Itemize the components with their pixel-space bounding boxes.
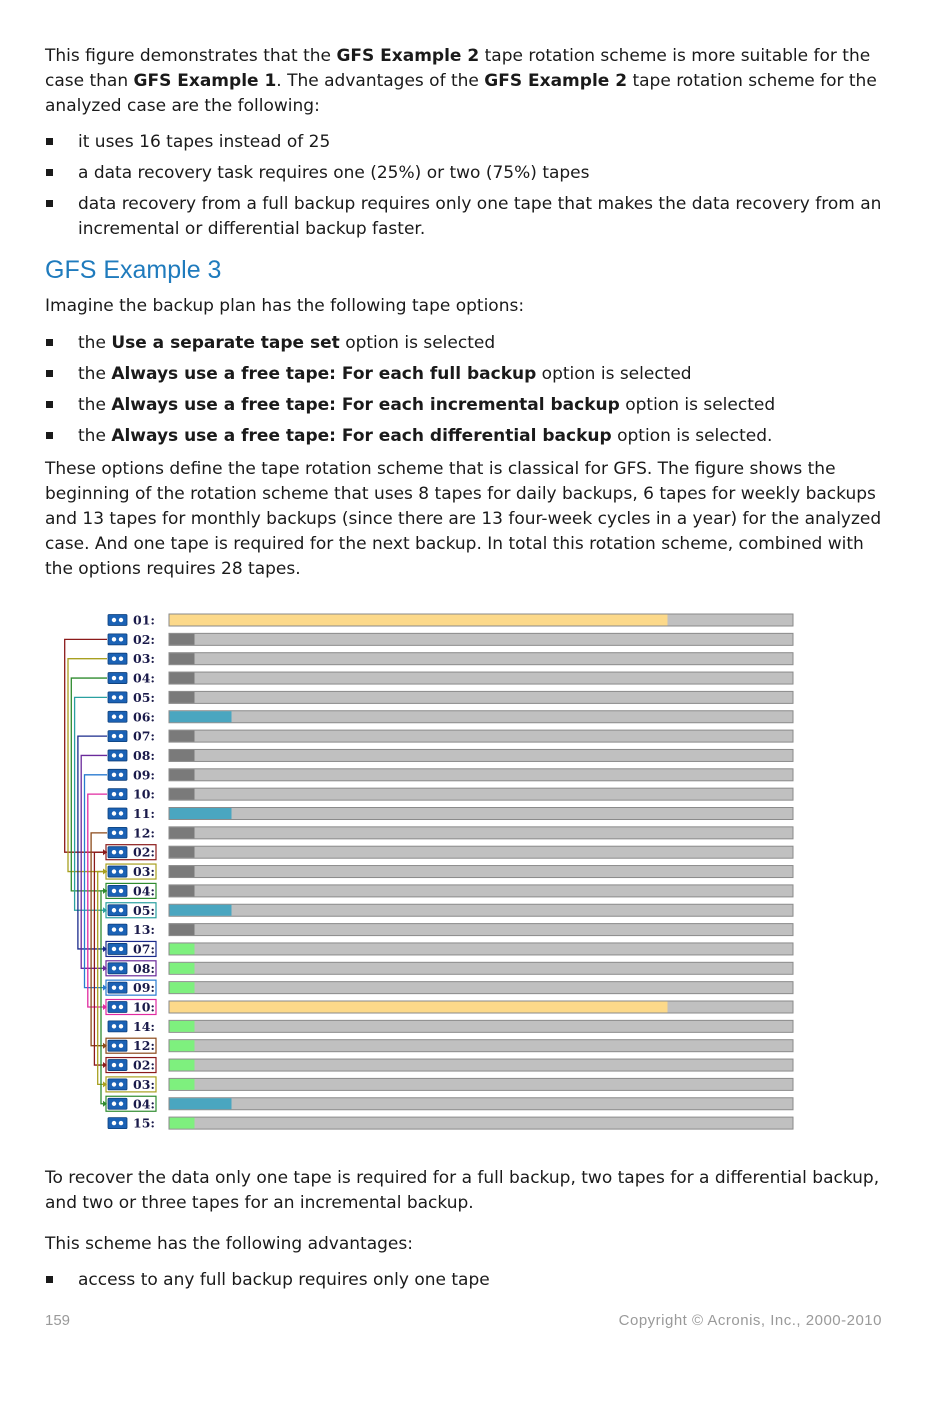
tape-icon [108, 673, 127, 684]
tape-track [169, 788, 793, 800]
tape-track [169, 962, 793, 974]
tape-reel-icon [119, 753, 123, 757]
tape-label: 09: [133, 980, 156, 996]
tape-reel-icon [119, 773, 123, 777]
tape-icon [108, 653, 127, 664]
tape-fill [170, 673, 195, 684]
tape-icon [108, 615, 127, 626]
tape-track [169, 1059, 793, 1071]
tape-track [169, 1040, 793, 1052]
options-intro: Imagine the backup plan has the following tape options: [45, 296, 525, 316]
tape-icon [108, 924, 127, 935]
tape-reel-icon [112, 927, 116, 931]
bold-gfs-example-2: GFS Example 2 [336, 46, 480, 66]
tape-reel-icon [119, 1005, 123, 1009]
tape-track [169, 808, 793, 820]
tape-icon [108, 1098, 127, 1109]
tape-fill [170, 634, 195, 645]
tape-icon [108, 1021, 127, 1032]
tape-icon [108, 982, 127, 993]
tape-fill [170, 963, 195, 974]
tape-icon [108, 827, 127, 838]
tape-label: 02: [133, 631, 156, 647]
tape-icon [108, 808, 127, 819]
tape-fill [170, 769, 195, 780]
tape-label: 11: [133, 806, 156, 821]
tape-track [169, 633, 793, 645]
tape-label: 08: [133, 960, 156, 976]
list-item: the Always use a free tape: For each incremental backup option is selected [45, 393, 885, 418]
tape-icon [108, 769, 127, 780]
tape-fill [170, 731, 195, 742]
tape-fill [170, 866, 195, 877]
link-line [71, 678, 107, 891]
tape-reel-icon [119, 695, 123, 699]
tape-track [169, 749, 793, 761]
tape-reel-icon [119, 657, 123, 661]
tape-fill [170, 943, 195, 954]
tape-track [169, 1020, 793, 1032]
tape-icon [108, 1079, 127, 1090]
tape-reel-icon [119, 1121, 123, 1125]
tape-reel-icon [112, 850, 116, 854]
tape-track [169, 982, 793, 994]
tape-icon [108, 634, 127, 645]
tape-reel-icon [119, 850, 123, 854]
tape-reel-icon [112, 753, 116, 757]
tape-reel-icon [119, 715, 123, 719]
tape-fill [170, 711, 232, 722]
advantages-list-2 [45, 1268, 885, 1293]
tape-icon [108, 905, 127, 916]
tape-track [169, 1098, 793, 1110]
list-item: the Always use a free tape: For each full backup option is selected [45, 362, 885, 387]
page-number: 159 [45, 1312, 71, 1329]
tape-fill [170, 847, 195, 858]
tape-reel-icon [112, 695, 116, 699]
tape-fill [170, 1079, 195, 1090]
tape-label: 12: [133, 1038, 156, 1054]
list-item: the Use a separate tape set option is selected [45, 331, 885, 356]
tape-reel-icon [112, 773, 116, 777]
copyright-notice: Copyright © Acronis, Inc., 2000-2010 [618, 1312, 882, 1329]
advantages-list [45, 130, 885, 242]
tape-track [169, 904, 793, 916]
tape-reel-icon [119, 889, 123, 893]
tape-fill [170, 653, 195, 664]
tape-label: 04: [133, 1096, 156, 1112]
tape-reel-icon [119, 947, 123, 951]
tape-track [169, 653, 793, 665]
list-item: a data recovery task requires one (25%) or two (75%) tapes [45, 161, 885, 186]
bold-gfs-example-2-again: GFS Example 2 [484, 71, 628, 91]
tape-fill [170, 1021, 195, 1032]
tape-track [169, 691, 793, 703]
tape-track [169, 769, 793, 781]
tape-reel-icon [112, 715, 116, 719]
tape-label: 10: [133, 999, 156, 1015]
list-item: it uses 16 tapes instead of 25 [45, 130, 885, 155]
tape-reel-icon [112, 1005, 116, 1009]
tape-label: 01: [133, 612, 156, 628]
tape-rotation-figure [45, 608, 885, 1138]
tape-track [169, 866, 793, 878]
tape-fill [170, 885, 195, 896]
tape-reel-icon [119, 637, 123, 641]
tape-label: 15: [133, 1115, 156, 1131]
tape-fill [170, 692, 195, 703]
tape-fill [170, 1040, 195, 1051]
tape-label: 12: [133, 825, 156, 841]
tape-reel-icon [119, 908, 123, 912]
tape-reel-icon [112, 889, 116, 893]
tape-reel-icon [119, 811, 123, 815]
tape-label: 02: [133, 1057, 156, 1073]
tape-label: 09: [133, 767, 156, 783]
tape-reel-icon [112, 618, 116, 622]
tape-label: 08: [133, 747, 156, 763]
tape-reel-icon [112, 1024, 116, 1028]
tape-label: 05: [133, 689, 156, 705]
tape-label: 07: [133, 941, 156, 957]
tape-reel-icon [119, 831, 123, 835]
tape-icon [108, 963, 127, 974]
tape-reel-icon [112, 1082, 116, 1086]
tape-icon [108, 731, 127, 742]
tape-reel-icon [112, 947, 116, 951]
tape-icon [108, 1118, 127, 1129]
tape-fill [170, 1118, 195, 1129]
tape-reel-icon [112, 908, 116, 912]
tape-fill [170, 905, 232, 916]
tape-track [169, 924, 793, 936]
tape-label: 04: [133, 883, 156, 899]
tape-label: 13: [133, 922, 156, 938]
bold-gfs-example-1: GFS Example 1 [133, 71, 277, 91]
tape-options-list [45, 331, 885, 449]
tape-reel-icon [112, 676, 116, 680]
tape-fill [170, 1060, 195, 1071]
tape-reel-icon [112, 1063, 116, 1067]
tape-reel-icon [119, 869, 123, 873]
tape-icon [108, 943, 127, 954]
advantages-intro: This scheme has the following advantages: [45, 1234, 413, 1254]
section-heading: GFS Example 3 [45, 256, 222, 284]
tape-reel-icon [119, 985, 123, 989]
tape-icon [108, 692, 127, 703]
list-item: data recovery from a full backup requires only one tape that makes the data recovery from an incremental or differential backup faster. [45, 192, 885, 242]
tape-label: 03: [133, 864, 156, 880]
tape-reel-icon [112, 869, 116, 873]
tape-fill [170, 789, 195, 800]
tape-reel-icon [112, 966, 116, 970]
tape-fill [170, 615, 668, 626]
tape-track [169, 943, 793, 955]
tape-icon [108, 750, 127, 761]
tape-track [169, 846, 793, 858]
tape-fill [170, 982, 195, 993]
tape-icon [108, 847, 127, 858]
tape-reel-icon [119, 927, 123, 931]
tape-reel-icon [112, 811, 116, 815]
tape-reel-icon [112, 985, 116, 989]
tape-reel-icon [119, 966, 123, 970]
tape-rotation-diagram [45, 608, 885, 1138]
tape-reel-icon [119, 1082, 123, 1086]
tape-track [169, 672, 793, 684]
tape-fill [170, 808, 232, 819]
tape-reel-icon [112, 734, 116, 738]
tape-reel-icon [119, 1024, 123, 1028]
recovery-paragraph: To recover the data only one tape is required for a full backup, two tapes for a differential backup, and two or three tapes for an incremental backup. [45, 1168, 880, 1213]
tape-reel-icon [119, 792, 123, 796]
tape-icon [108, 1040, 127, 1051]
tape-reel-icon [112, 792, 116, 796]
tape-label: 04: [133, 670, 156, 686]
tape-label: 07: [133, 728, 156, 744]
tape-track [169, 730, 793, 742]
tape-reel-icon [112, 637, 116, 641]
list-item: access to any full backup requires only one tape [45, 1268, 885, 1293]
tape-label: 05: [133, 902, 156, 918]
tape-label: 03: [133, 651, 156, 667]
tape-label: 10: [133, 786, 156, 802]
link-line [78, 736, 107, 949]
tape-reel-icon [119, 1044, 123, 1048]
tape-reel-icon [119, 734, 123, 738]
tape-fill [170, 750, 195, 761]
tape-fill [170, 827, 195, 838]
tape-reel-icon [112, 831, 116, 835]
tape-track [169, 1117, 793, 1129]
tape-icon [108, 711, 127, 722]
tape-reel-icon [119, 676, 123, 680]
tape-icon [108, 866, 127, 877]
tape-fill [170, 1002, 668, 1013]
tape-reel-icon [112, 1121, 116, 1125]
tape-label: 06: [133, 709, 156, 725]
document-page [45, 44, 885, 1293]
link-line [91, 833, 107, 1046]
tape-label: 14: [133, 1018, 156, 1034]
tape-icon [108, 1060, 127, 1071]
tape-reel-icon [119, 1102, 123, 1106]
rotation-description: These options define the tape rotation scheme that is classical for GFS. The figure shows the beginning of the rotation scheme that uses 8 tapes for daily backups, 6 tapes for weekly backups and 13 tapes for monthly backups (since there are 13 four-week cycles in a year) for the analyzed case. And one tape is required for the next backup. In total this rotation scheme, combined with the options requires 28 tapes. [45, 459, 882, 579]
tape-track [169, 827, 793, 839]
tape-reel-icon [112, 1044, 116, 1048]
tape-track [169, 885, 793, 897]
tape-icon [108, 789, 127, 800]
tape-track [169, 1078, 793, 1090]
tape-fill [170, 1098, 232, 1109]
tape-fill [170, 924, 195, 935]
intro-paragraph: This figure demonstrates that the GFS Example 2 tape rotation scheme is more suitable for the case than GFS Example 1. The advantages of the GFS Example 2 tape rotation scheme for the analyzed case are the following: [45, 46, 877, 116]
tape-reel-icon [119, 1063, 123, 1067]
tape-reel-icon [112, 1102, 116, 1106]
tape-reel-icon [112, 657, 116, 661]
tape-reel-icon [119, 618, 123, 622]
tape-icon [108, 885, 127, 896]
tape-track [169, 711, 793, 723]
tape-label: 02: [133, 844, 156, 860]
tape-label: 03: [133, 1076, 156, 1092]
tape-icon [108, 1002, 127, 1013]
list-item: the Always use a free tape: For each differential backup option is selected. [45, 424, 885, 449]
